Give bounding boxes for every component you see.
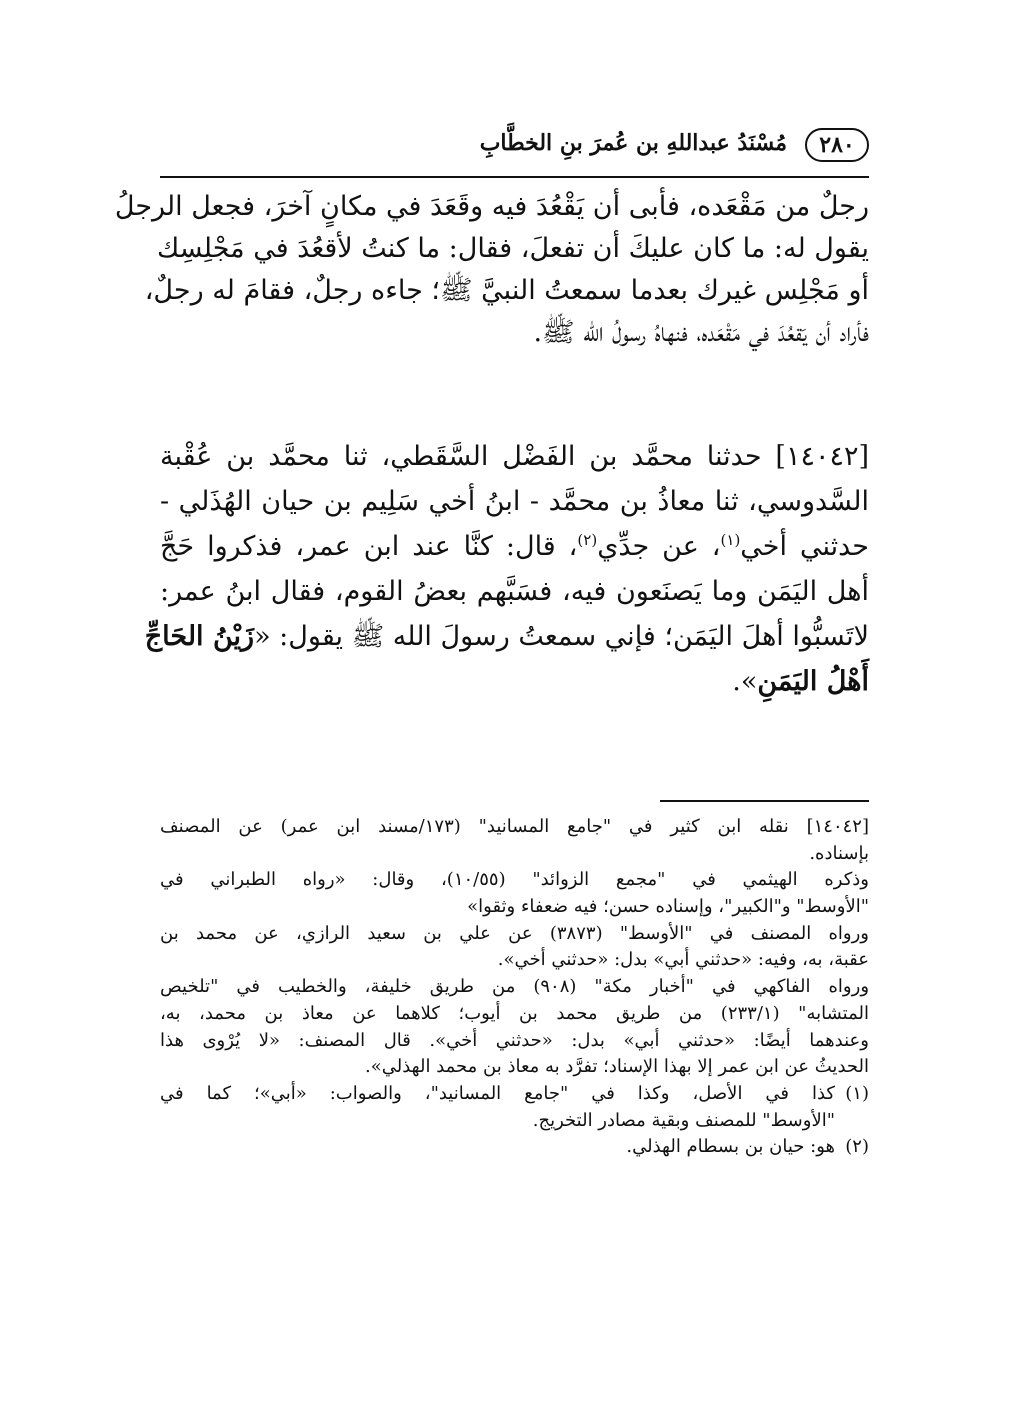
text-line: أهل اليَمَن وما يَصنَعون فيه، فسَبَّهم بعضُ القوم، فقال ابنُ عمر:: [160, 576, 869, 607]
footnote-line: وذكره الهيثمي في "مجمع الزوائد" (١٠/٥٥)، وقال: «رواه الطبراني في: [160, 869, 869, 891]
text-line: السَّدوسي، ثنا معاذُ بن محمَّد - ابنُ أخي سَلِيم بن حيان الهُذَلي -: [160, 486, 869, 517]
footnote-text: هو: حيان بن بسطام الهذلي.: [626, 1136, 835, 1158]
footnote-line: ورواه الفاكهي في "أخبار مكة" (٩٠٨) من طريق خليفة، والخطيب في "تلخيص: [160, 976, 870, 998]
text-fragment: ».: [732, 666, 758, 697]
footnote-1: [160, 1081, 869, 1108]
text-line: رجلٌ من مَقْعَده، فأبى أن يَقْعُدَ فيه وقَعَدَ في مكانٍ آخرَ، فجعل الرجلُ: [114, 191, 869, 222]
footnote-line: [١٤٠٤٢] نقله ابن كثير في "جامع المسانيد" (١٧٣/مسند ابن عمر) عن المصنف: [160, 816, 869, 837]
footnote-line: بإسناده.: [809, 842, 869, 864]
paragraph-continued: [114, 186, 869, 354]
footnote-2: [160, 1134, 869, 1161]
text-line: [160, 659, 869, 704]
page-number-badge: [805, 128, 869, 162]
footnote-line: وعندهما أيضًا: «حدثني أبي» بدل: «حدثني أخي». قال المصنف: «لا يُرْوى هذا: [160, 1029, 869, 1051]
footnote-ref-1[interactable]: (١): [720, 531, 741, 549]
header-divider: [160, 176, 869, 178]
footnote-line: ورواه المصنف في "الأوسط" (٣٨٧٣) عن علي بن سعيد الرازي، عن محمد بن: [160, 922, 869, 944]
footnote-line: المتشابه" (٢٣٣/١) من طريق محمد بن أيوب؛ كلاهما عن معاذ بن محمد، به،: [160, 1002, 869, 1024]
text-line: [160, 524, 869, 569]
text-line: [١٤٠٤٢] حدثنا محمَّد بن الفَضْل السَّقَطي، ثنا محمَّد بن عُقْبة: [160, 441, 869, 472]
hadith-quote: أَهْلُ اليَمَنِ: [757, 666, 869, 697]
footnotes: [160, 814, 869, 1161]
footnote-ref-2[interactable]: (٢): [577, 531, 598, 549]
hadith-paragraph: [144, 434, 869, 704]
running-title: مُسْنَدُ عبداللهِ بن عُمرَ بنِ الخطَّابِ: [479, 130, 787, 156]
page-header: [160, 128, 869, 168]
hadith-quote: زَيْنُ الحَاجِّ: [144, 621, 255, 652]
footnote-line: الحديثُ عن ابن عمر إلا بهذا الإسناد؛ تفرَّد به معاذ بن محمد الهذلي».: [365, 1056, 869, 1078]
footnote-divider: [660, 800, 869, 802]
footnote-number: (٢): [845, 1136, 869, 1158]
footnote-number: (١): [845, 1082, 869, 1104]
text-fragment: لاتَسبُّوا أهلَ اليَمَن؛ فإني سمعتُ رسولَ الله ﷺ يقول: «: [254, 621, 869, 652]
text-fragment: ، قال: كنَّا عند ابن عمر، فذكروا حَجَّ: [160, 531, 578, 562]
text-line: أو مَجْلِس غيرك بعدما سمعتُ النبيَّ ﷺ؛ جاءه رجلٌ، فقامَ له رجلٌ،: [144, 275, 869, 306]
text-line: [144, 614, 869, 659]
footnote-line: "الأوسط" و"الكبير"، وإسناده حسن؛ فيه ضعفاء وثقوا»: [467, 896, 869, 918]
footnote-line: "الأوسط" للمصنف وبقية مصادر التخريج.: [532, 1109, 835, 1131]
text-fragment: ، عن جدِّي: [597, 531, 721, 562]
text-line: يقول له: ما كان عليكَ أن تفعلَ، فقال: ما كنتُ لأقعُدَ في مَجْلِسِك: [156, 233, 869, 264]
text-fragment: حدثني أخي: [740, 531, 869, 562]
text-line: فأراد أن يَقعُدَ في مَقْعَده، فنهاهُ رسولُ الله ﷺ.: [533, 317, 869, 348]
footnote-line: عقبة، به، وفيه: «حدثني أبي» بدل: «حدثني أخي».: [497, 949, 869, 971]
page-number: ٢٨٠: [819, 132, 855, 158]
footnote-text: كذا في الأصل، وكذا في "جامع المسانيد"، والصواب: «أبي»؛ كما في: [160, 1082, 835, 1104]
